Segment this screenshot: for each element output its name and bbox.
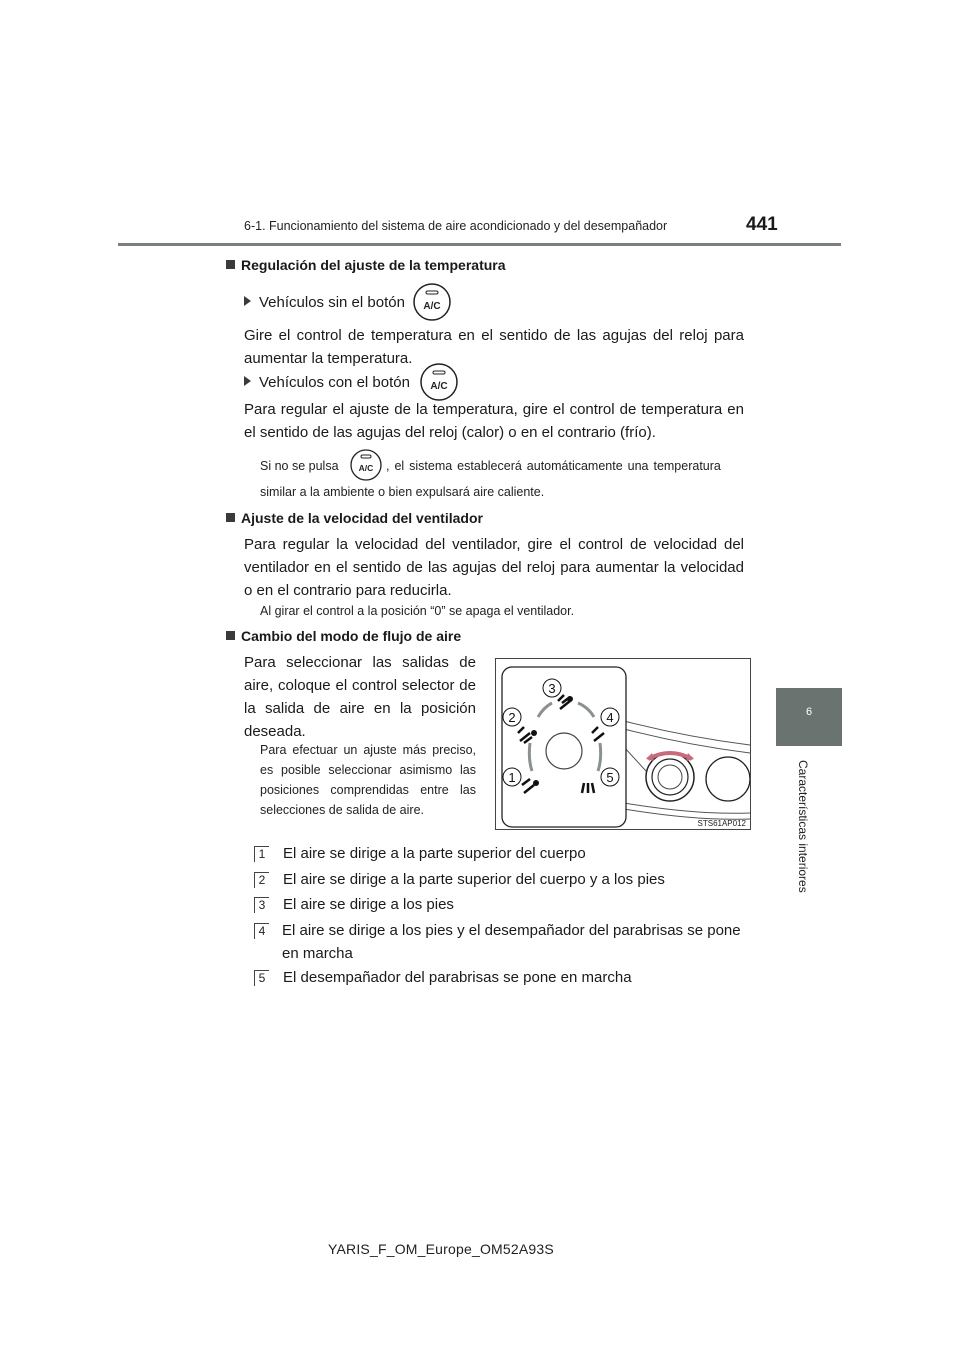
list-item-2: 2 El aire se dirige a la parte superior del cuerpo y a los pies xyxy=(254,868,665,891)
chapter-label: Características interiores xyxy=(796,760,810,893)
bullet-without-ac: Vehículos sin el botón xyxy=(244,294,405,311)
header-title: 6-1. Funcionamiento del sistema de aire acondicionado y del desempañador xyxy=(244,219,668,233)
ac-label: A/C xyxy=(358,463,374,473)
airflow-dial-illustration xyxy=(496,659,750,829)
item-number: 5 xyxy=(254,970,269,986)
page-number: 441 xyxy=(746,214,778,235)
section-heading-fan: Ajuste de la velocidad del ventilador xyxy=(226,510,483,526)
ac-label: A/C xyxy=(430,381,448,392)
item-number: 4 xyxy=(254,923,269,939)
bullet-with-ac: Vehículos con el botón xyxy=(244,374,410,391)
triangle-bullet-icon xyxy=(244,376,251,386)
ac-button-icon xyxy=(349,448,383,482)
figure-num-2: 2 xyxy=(508,710,516,725)
airflow-mode-figure xyxy=(495,658,751,830)
text-without-ac: Gire el control de temperatura en el sentido de las agujas del reloj para aumentar la temperatura. xyxy=(244,327,744,367)
header-divider xyxy=(118,243,841,246)
list-item-5: 5 El desempañador del parabrisas se pone en marcha xyxy=(254,966,632,989)
note-line2: similar a la ambiente o bien expulsará aire caliente. xyxy=(260,485,545,499)
fan-text: Para regular la velocidad del ventilador, gire el control de velocidad del ventilador en el sentido de las agujas del reloj para aumentar la velocidad o en el contrario para reducirla. xyxy=(244,536,744,599)
airflow-text: Para seleccionar las salidas de aire, coloque el control selector de la salida de aire en la posición deseada. xyxy=(244,654,476,740)
fan-note: Al girar el control a la posición “0” se apaga el ventilador. xyxy=(260,604,575,618)
triangle-bullet-icon xyxy=(244,296,251,306)
list-item-3: 3 El aire se dirige a los pies xyxy=(254,893,454,916)
section-heading-airflow: Cambio del modo de flujo de aire xyxy=(226,628,461,644)
figure-code: STS61AP012 xyxy=(697,819,746,828)
figure-num-3: 3 xyxy=(548,681,556,696)
square-bullet-icon xyxy=(226,513,235,522)
figure-num-5: 5 xyxy=(606,770,614,785)
figure-num-1: 1 xyxy=(508,770,516,785)
note-suffix: , el sistema establecerá automáticamente una temperatura xyxy=(386,459,721,473)
item-number: 2 xyxy=(254,872,269,888)
chapter-number: 6 xyxy=(805,706,813,718)
item-number: 1 xyxy=(254,846,269,862)
list-item-1: 1 El aire se dirige a la parte superior del cuerpo xyxy=(254,842,586,865)
square-bullet-icon xyxy=(226,260,235,269)
ac-button-icon xyxy=(419,362,459,402)
figure-num-4: 4 xyxy=(606,710,614,725)
text-with-ac: Para regular el ajuste de la temperatura, gire el control de temperatura en el sentido de las agujas del reloj (calor) o en el contrario (frío). xyxy=(244,401,744,441)
item-number: 3 xyxy=(254,897,269,913)
square-bullet-icon xyxy=(226,631,235,640)
ac-button-icon xyxy=(412,282,452,322)
section-heading-temperature: Regulación del ajuste de la temperatura xyxy=(226,257,506,273)
footer-doc-code: YARIS_F_OM_Europe_OM52A93S xyxy=(328,1241,554,1257)
note-prefix: Si no se pulsa xyxy=(260,459,339,473)
list-item-4: 4 El aire se dirige a los pies y el desempañador del parabrisas se pone en marcha xyxy=(254,919,746,965)
airflow-note: Para efectuar un ajuste más preciso, es posible seleccionar asimismo las posiciones comprendidas entre las selecciones de salida de aire. xyxy=(260,743,476,817)
ac-label: A/C xyxy=(423,301,441,312)
